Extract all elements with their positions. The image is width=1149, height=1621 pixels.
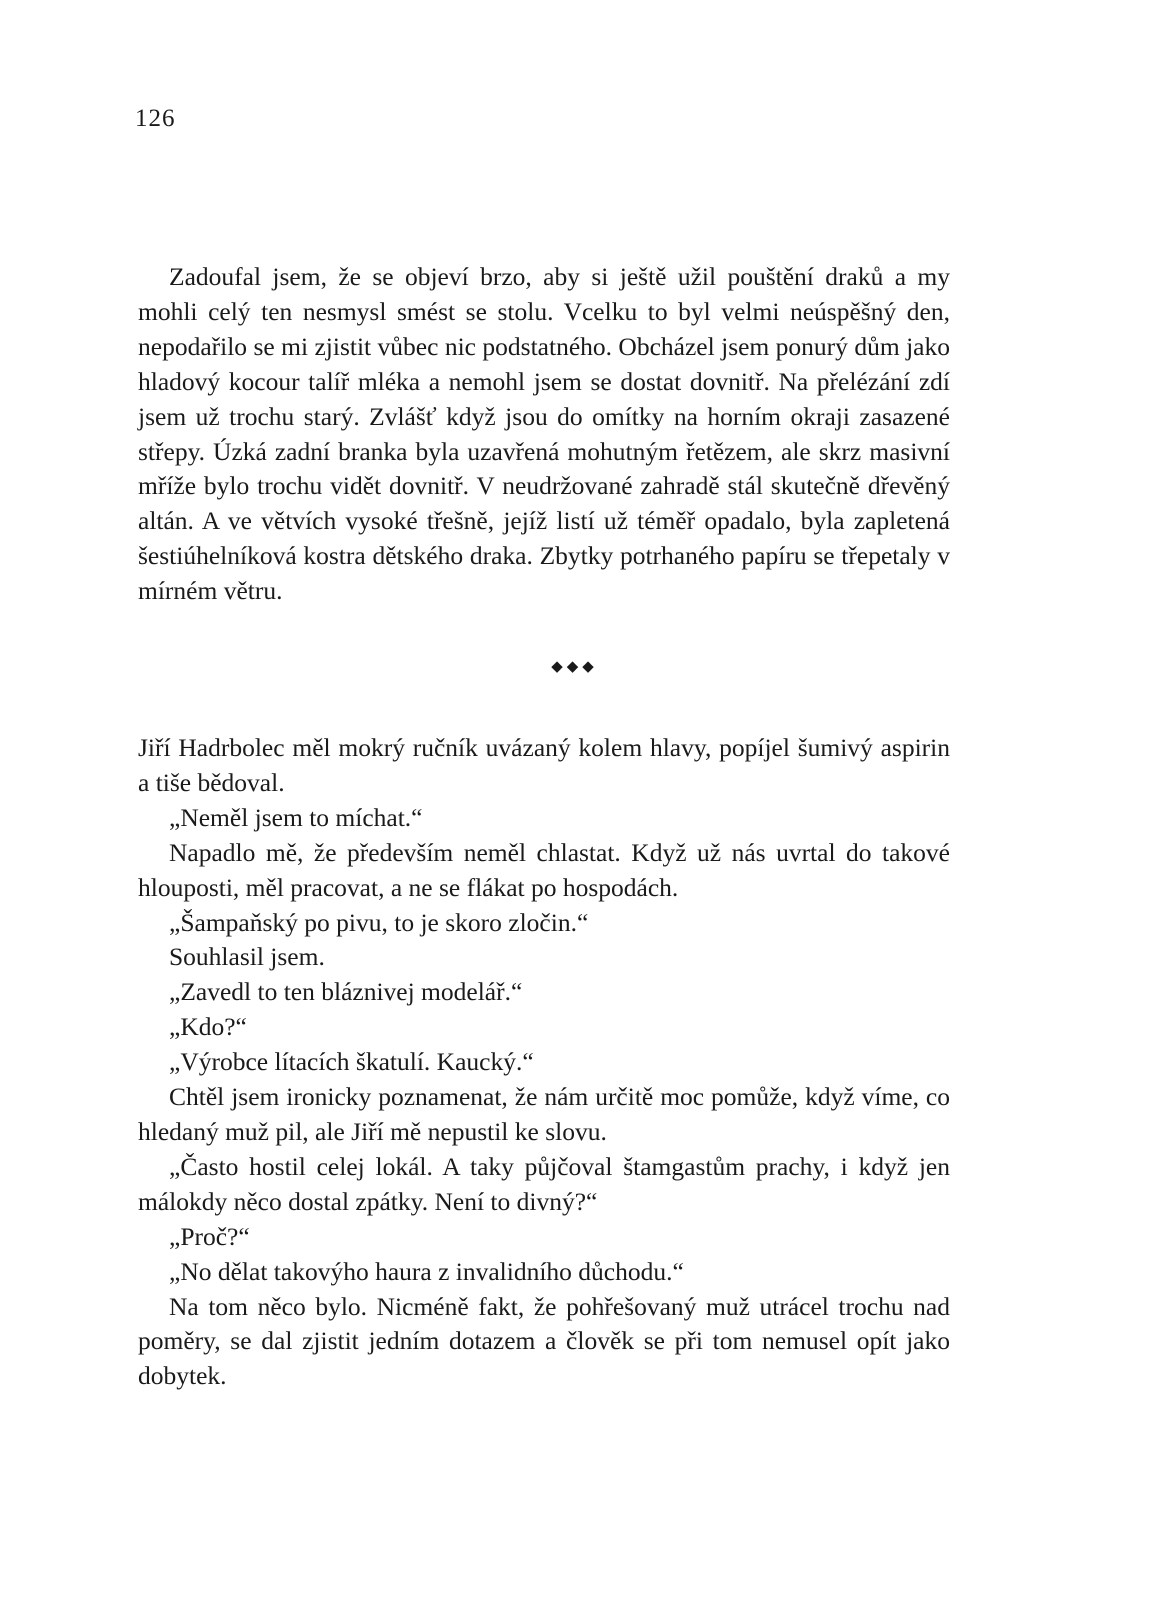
paragraph: Souhlasil jsem.: [169, 942, 325, 972]
text-block-lower: [138, 731, 950, 1394]
paragraph: Chtěl jsem ironicky poznamenat, že nám určitě moc pomůže, když víme, co hledaný muž pil, ale Jiří mě nepustil ke slovu.: [138, 1082, 950, 1146]
dialogue-line: „Proč?“: [169, 1221, 250, 1251]
paragraph: Zadoufal jsem, že se objeví brzo, aby si ještě užil pouštění draků a my mohli celý ten nesmysl smést se stolu. Vcelku to byl velmi neúspěšný den, nepodařilo se mi zjistit vůbec nic podstatného. Obcházel jsem ponurý dům jako hladový kocour talíř mléka a nemohl jsem se dostat dovnitř. Na přelézání zdí jsem už trochu starý. Zvlášť když jsou do omítky na horním okraji zasazené střepy. Úzká zadní branka byla uzavřená mohutným řetězem, ale skrz masivní mříže bylo trochu vidět dovnitř. V neudržované zahradě stál skutečně dřevěný altán. A ve větvích vysoké třešně, jejíž listí už téměř opadalo, byla zapletená šestiúhelníková kostra dětského draka. Zbytky potrhaného papíru se třepetaly v mírném větru.: [138, 262, 950, 606]
page-number: 126: [135, 105, 176, 132]
dialogue-line: „Často hostil celej lokál. A taky půjčoval štamgastům prachy, i když jen málokdy něco dostal zpátky. Není to divný?“: [138, 1151, 950, 1216]
paragraph: Na tom něco bylo. Nicméně fakt, že pohřešovaný muž utrácel trochu nad poměry, se dal zjistit jedním dotazem a člověk se při tom nemusel opít jako dobytek.: [138, 1291, 950, 1391]
dialogue-line: „Kdo?“: [169, 1012, 247, 1042]
dialogue-line: „Zavedl to ten bláznivej modelář.“: [169, 977, 523, 1007]
section-separator: ◆◆◆: [551, 657, 598, 675]
dialogue-line: „Výrobce lítacích škatulí. Kaucký.“: [169, 1047, 534, 1077]
paragraph: Napadlo mě, že především neměl chlastat. Když už nás uvrtal do takové hlouposti, měl pracovat, a ne se flákat po hospodách.: [138, 837, 950, 902]
paragraph: Jiří Hadrbolec měl mokrý ručník uvázaný kolem hlavy, popíjel šumivý aspirin a tiše bědoval.: [138, 733, 950, 797]
dialogue-line: „Neměl jsem to míchat.“: [169, 802, 423, 832]
text-block-upper: [138, 260, 950, 609]
dialogue-line: „Šampaňský po pivu, to je skoro zločin.“: [169, 907, 589, 937]
dialogue-line: „No dělat takovýho haura z invalidního důchodu.“: [169, 1256, 684, 1286]
